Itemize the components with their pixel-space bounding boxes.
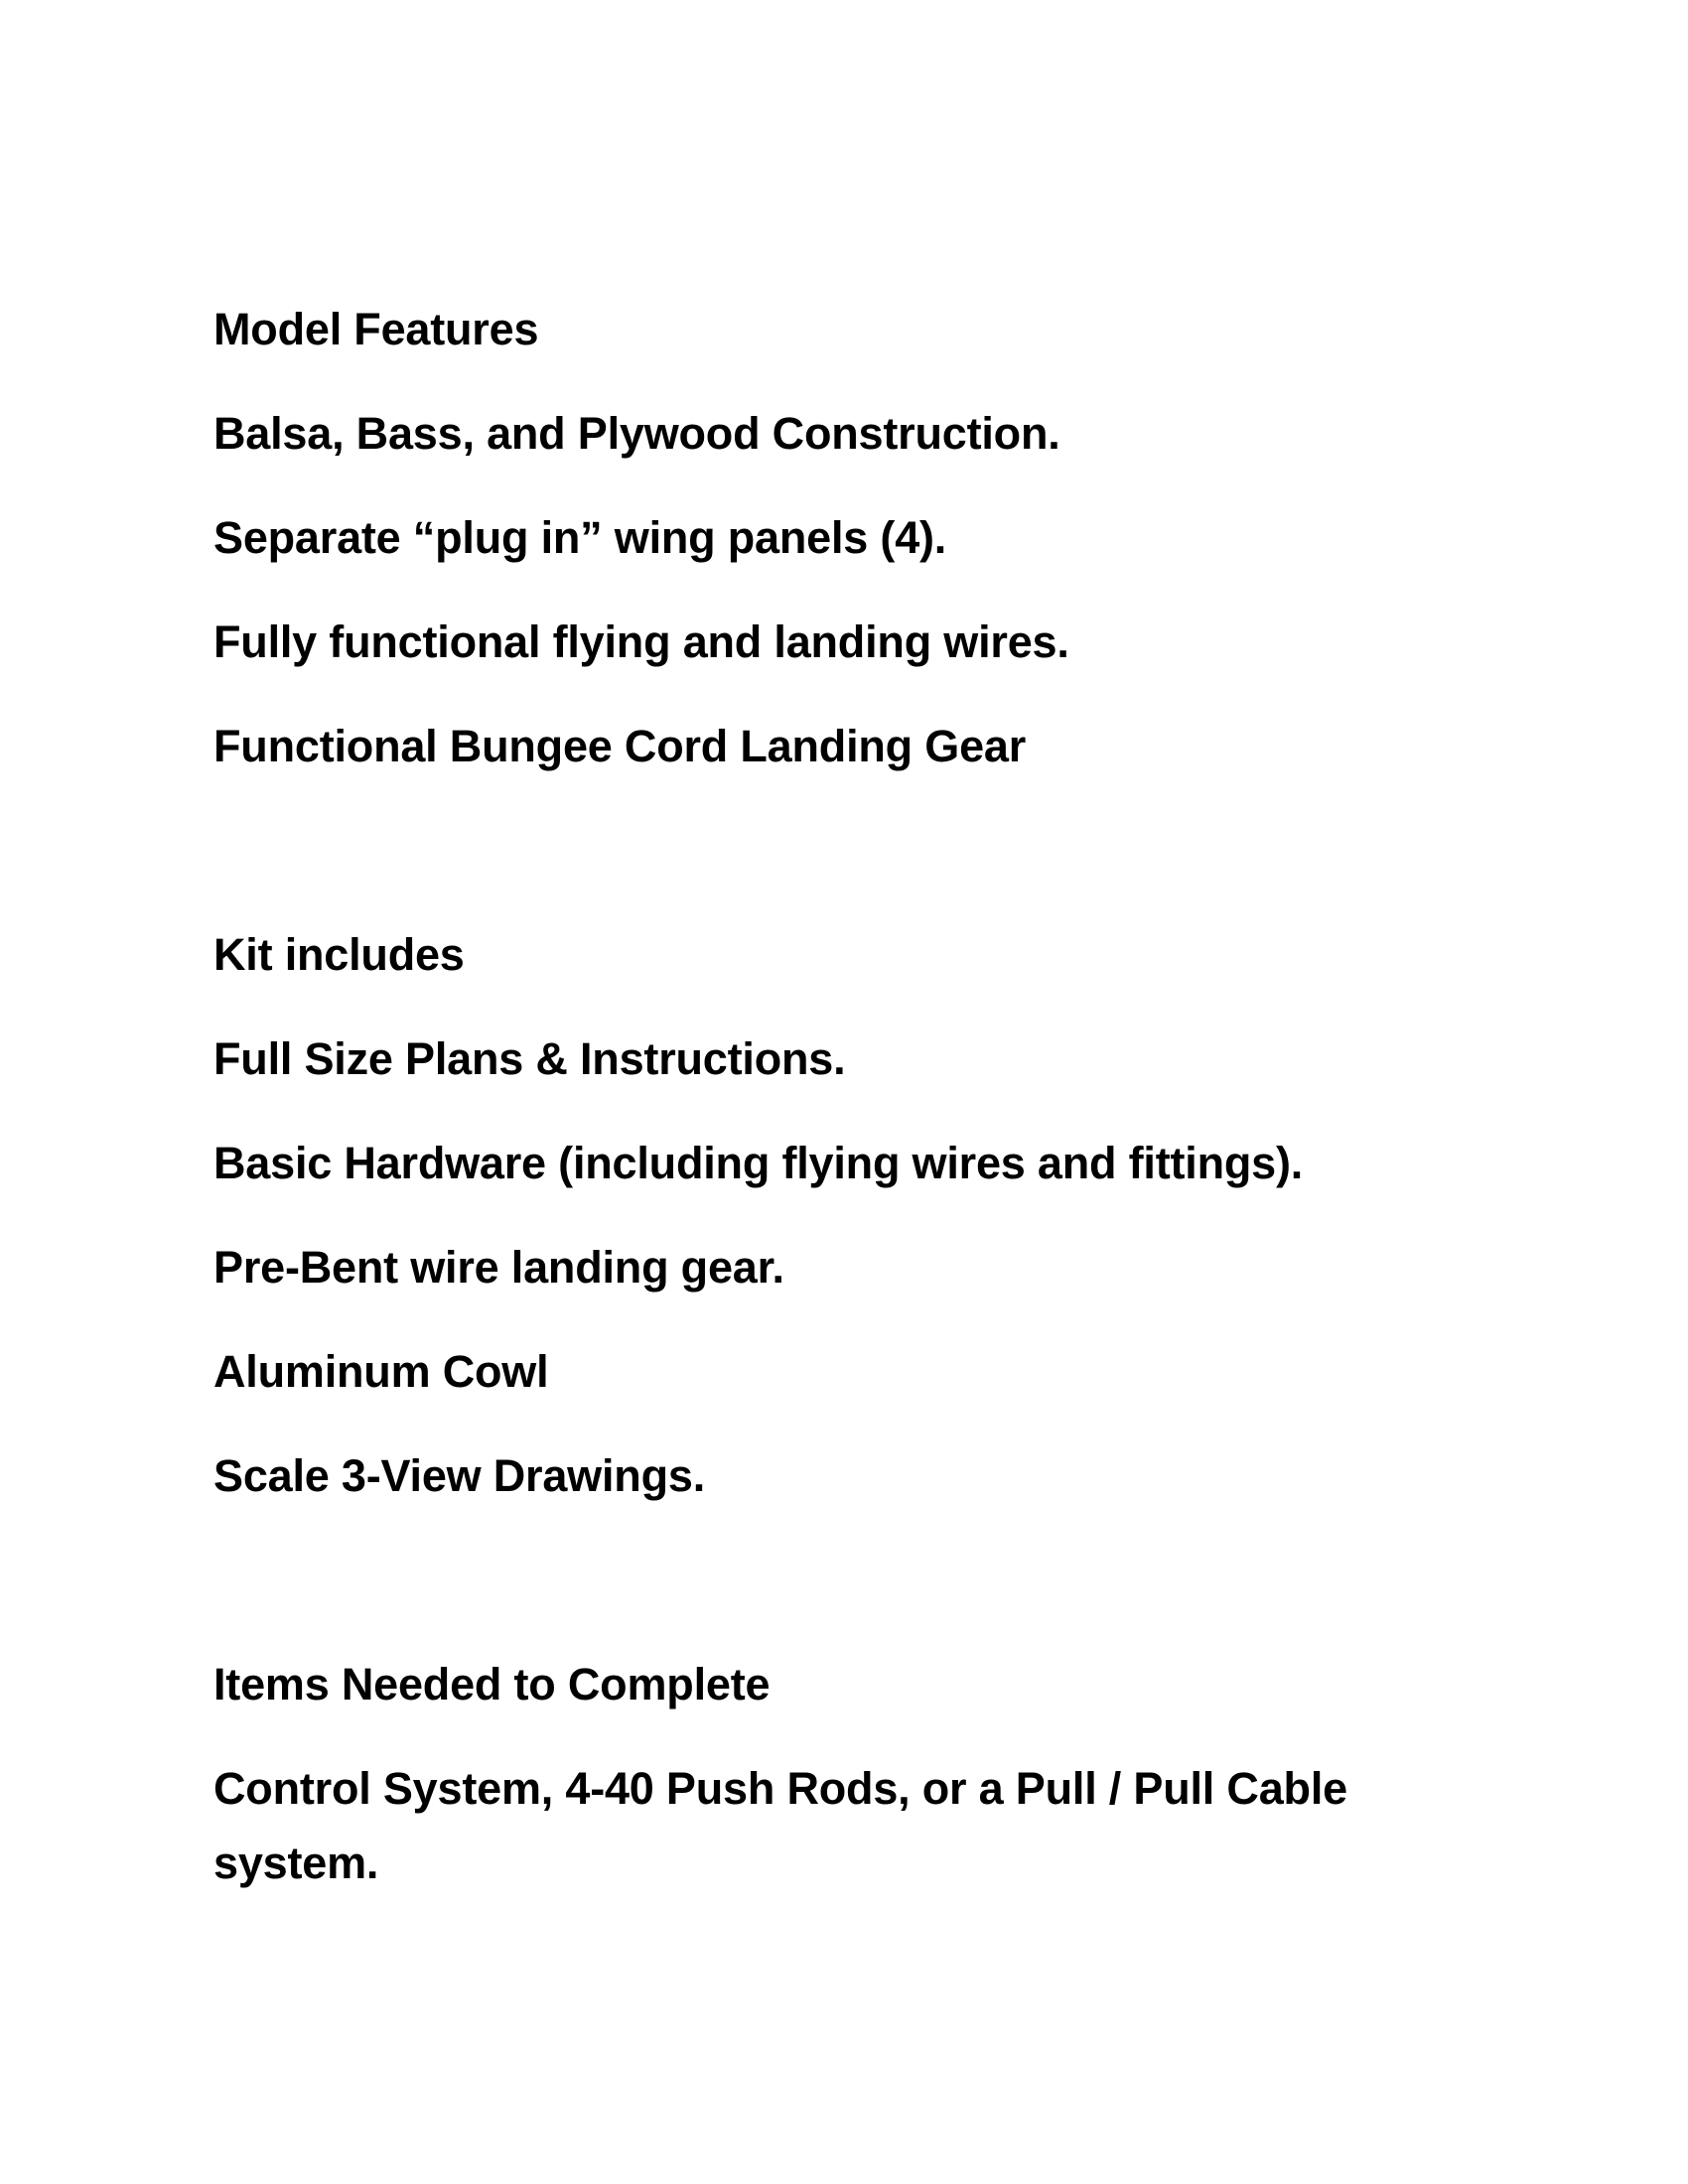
section-model-features xyxy=(213,292,1475,783)
kit-item: Aluminum Cowl xyxy=(213,1346,549,1397)
section-heading: Kit includes xyxy=(213,929,465,980)
kit-item: Pre-Bent wire landing gear. xyxy=(213,1242,784,1293)
feature-item: Functional Bungee Cord Landing Gear xyxy=(213,721,1027,771)
needed-item: Control System, 4-40 Push Rods, or a Pull / Pull Cable system. xyxy=(213,1763,1347,1888)
kit-item: Full Size Plans & Instructions. xyxy=(213,1033,846,1084)
kit-item: Basic Hardware (including flying wires and fittings). xyxy=(213,1138,1304,1188)
kit-item: Scale 3-View Drawings. xyxy=(213,1450,705,1501)
section-spacer xyxy=(213,813,1475,917)
feature-item: Fully functional flying and landing wires. xyxy=(213,616,1069,667)
section-kit-includes xyxy=(213,917,1475,1513)
feature-item: Balsa, Bass, and Plywood Construction. xyxy=(213,408,1060,459)
section-items-needed xyxy=(213,1647,1475,1900)
section-heading: Model Features xyxy=(213,304,539,354)
feature-item: Separate “plug in” wing panels (4). xyxy=(213,512,947,563)
section-heading: Items Needed to Complete xyxy=(213,1659,771,1709)
section-spacer xyxy=(213,1543,1475,1647)
